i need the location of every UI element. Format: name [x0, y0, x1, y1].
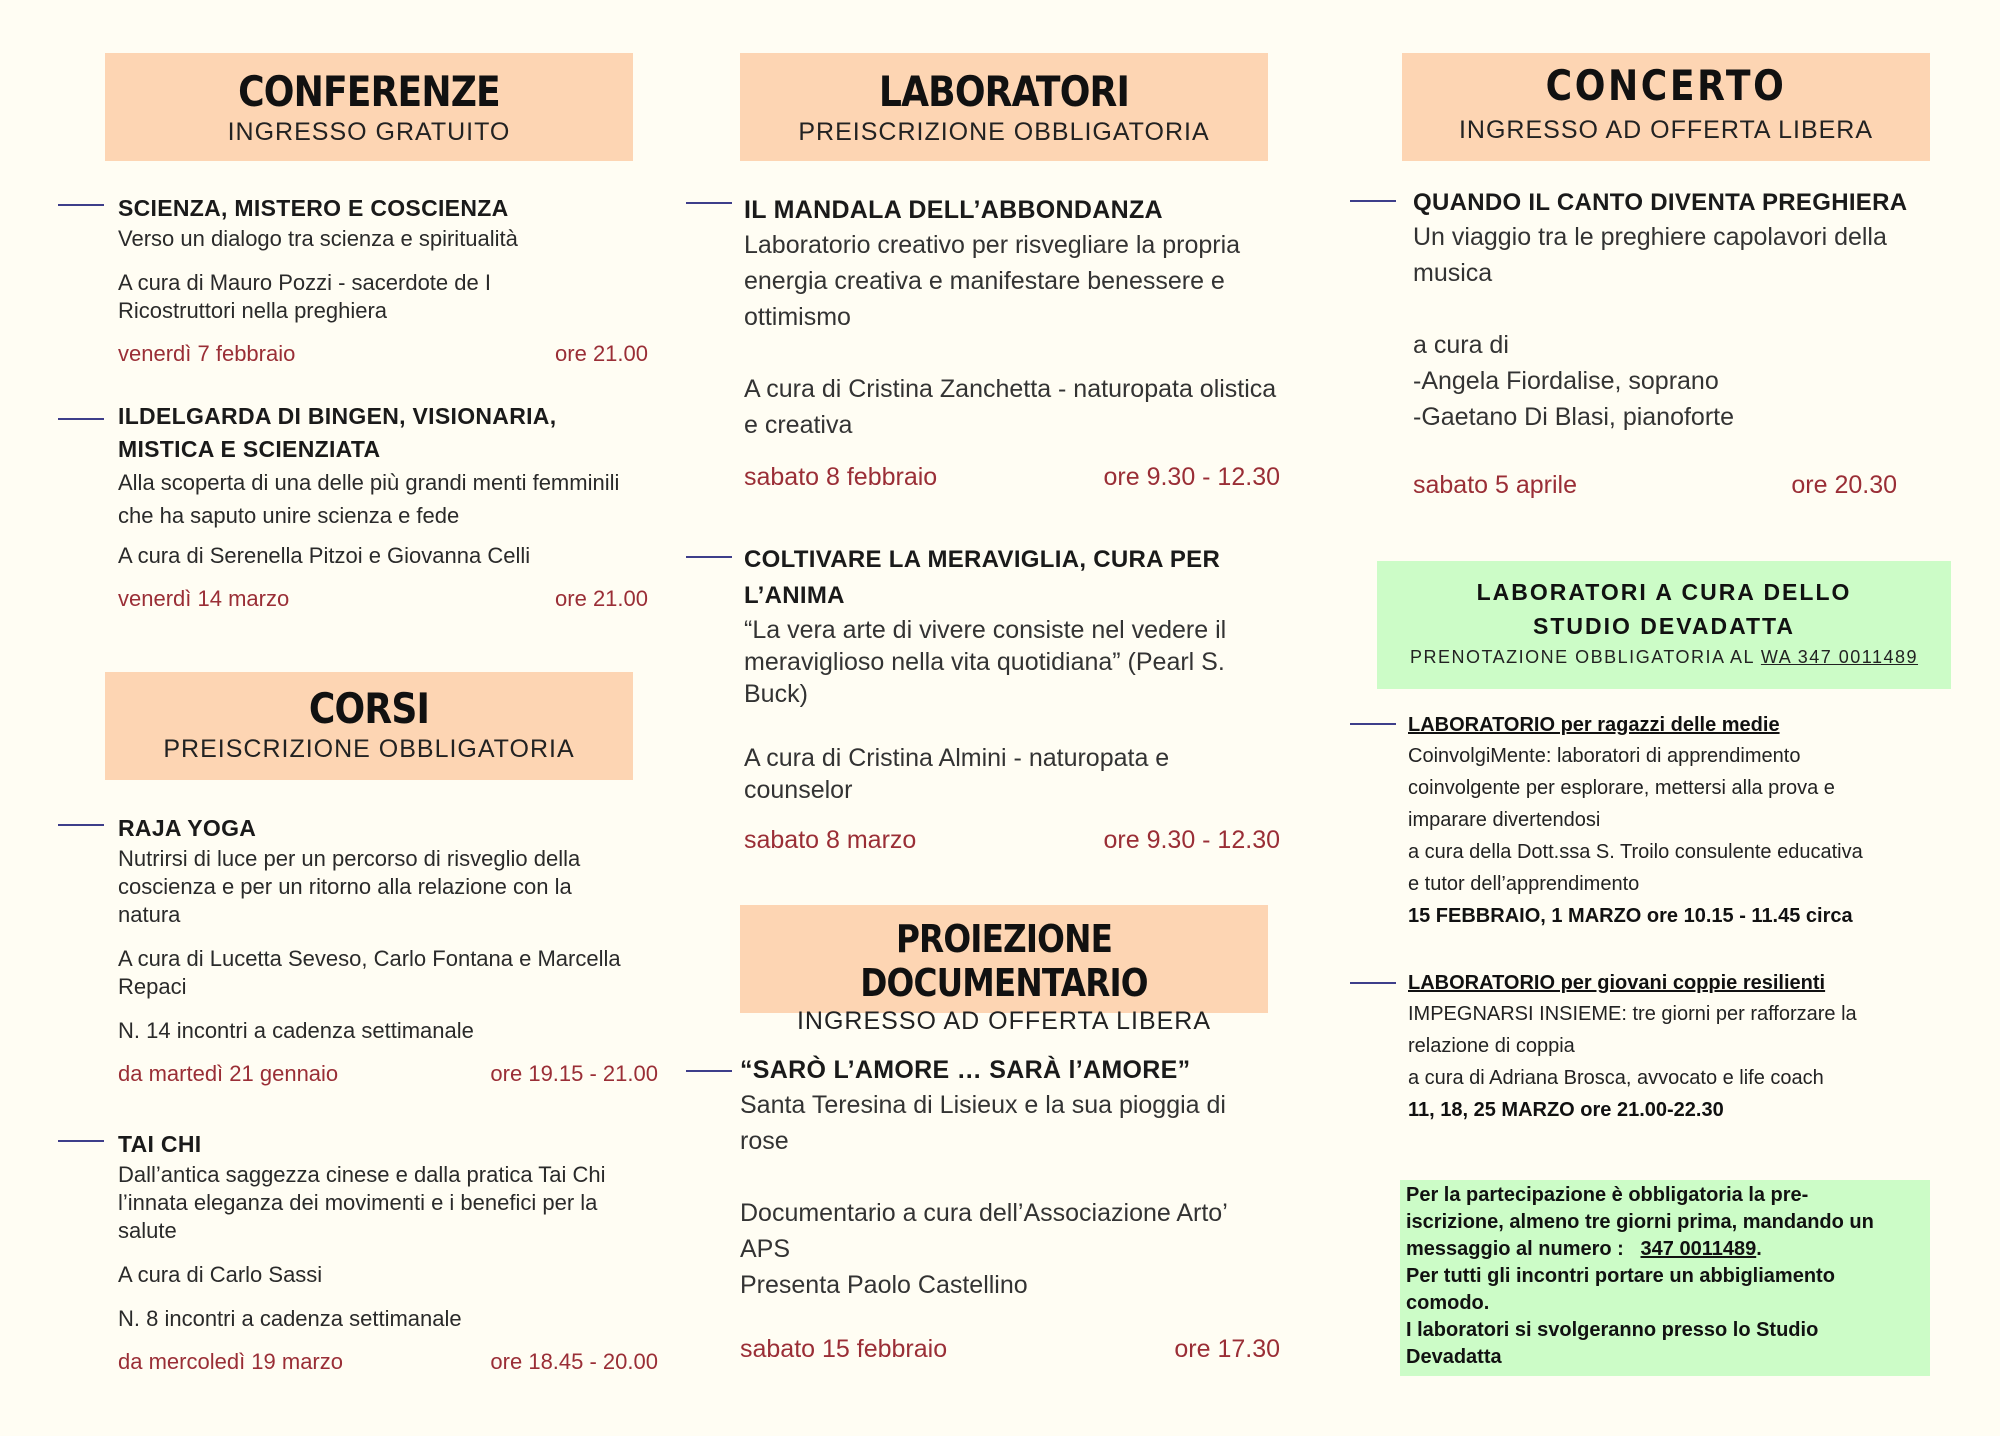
- event-date: sabato 8 marzo: [744, 826, 917, 854]
- divider-dash: [686, 556, 732, 558]
- event-desc: Dall’antica saggezza cinese e dalla pratica Tai Chi l’innata eleganza dei movimenti e i benefici per la salute: [118, 1162, 606, 1243]
- divider-dash: [686, 202, 732, 204]
- event-date: sabato 8 febbraio: [744, 463, 938, 491]
- event-coltivare: [744, 542, 1280, 855]
- event-raja-yoga: [118, 812, 658, 1087]
- divider-dash: [1350, 200, 1396, 202]
- event-time: ore 21.00: [555, 341, 648, 366]
- event-title: “SARÒ L’AMORE … SARÀ l’AMORE”: [740, 1056, 1191, 1084]
- event-desc: Verso un dialogo tra scienza e spiritualità: [118, 226, 518, 251]
- laboratori-banner: [740, 53, 1268, 161]
- note-period: .: [1756, 1238, 1762, 1260]
- note-line: iscrizione, almeno tre giorni prima, mandando un: [1406, 1211, 1874, 1233]
- event-time: ore 19.15 - 21.00: [490, 1061, 658, 1086]
- divider-dash: [1350, 723, 1396, 725]
- divider-dash: [58, 1140, 104, 1142]
- event-time: ore 18.45 - 20.00: [490, 1349, 658, 1374]
- event-date-row: [118, 1349, 658, 1375]
- divider-dash: [58, 204, 104, 206]
- event-title: SCIENZA, MISTERO E COSCIENZA: [118, 195, 509, 221]
- lab-ragazzi: [1408, 712, 1948, 932]
- devadatta-title: LABORATORI A CURA DELLO: [1476, 579, 1852, 605]
- note-text: messaggio al numero :: [1406, 1238, 1641, 1260]
- event-concerto: [1413, 186, 1913, 500]
- corsi-title: CORSI: [308, 684, 430, 733]
- devadatta-header: [1377, 561, 1951, 689]
- event-title: QUANDO IL CANTO DIVENTA PREGHIERA: [1413, 189, 1908, 216]
- event-title: TAI CHI: [118, 1131, 202, 1157]
- event-presenter: Presenta Paolo Castellino: [740, 1271, 1028, 1299]
- event-by: Documentario a cura dell’Associazione Arto’ APS: [740, 1199, 1227, 1263]
- event-desc: Alla scoperta di una delle più grandi menti femminili che ha saputo unire scienza e fede: [118, 470, 620, 528]
- event-desc: Laboratorio creativo per risvegliare la propria energia creativa e manifestare benessere e ottimismo: [744, 231, 1241, 331]
- event-desc: “La vera arte di vivere consiste nel vedere il meraviglioso nella vita quotidiana” (Pearl S. Buck): [744, 616, 1227, 708]
- concerto-banner: [1402, 53, 1930, 161]
- event-desc: Nutrirsi di luce per un percorso di risveglio della coscienza e per un ritorno alla relazione con la natura: [118, 846, 581, 927]
- event-by: A cura di Cristina Zanchetta - naturopata olistica e creativa: [744, 375, 1277, 439]
- event-date: venerdì 14 marzo: [118, 586, 290, 611]
- divider-dash: [58, 418, 104, 420]
- event-mandala: [744, 194, 1280, 492]
- proiezione-title: PROIEZIONE DOCUMENTARIO: [860, 917, 1148, 1005]
- lab-when: 15 FEBBRAIO, 1 MARZO ore 10.15 - 11.45 circa: [1408, 905, 1853, 927]
- event-by: A cura di Cristina Almini - naturopata e counselor: [744, 744, 1170, 804]
- event-note: N. 8 incontri a cadenza settimanale: [118, 1306, 462, 1331]
- event-scienza: [118, 192, 648, 367]
- lab-line: imparare divertendosi: [1408, 809, 1601, 831]
- note-line: Devadatta: [1406, 1346, 1502, 1368]
- lab-line: relazione di coppia: [1408, 1035, 1575, 1057]
- lab-when: 11, 18, 25 MARZO ore 21.00-22.30: [1408, 1099, 1724, 1121]
- event-date: venerdì 7 febbraio: [118, 341, 296, 366]
- lab-line: IMPEGNARSI INSIEME: tre giorni per rafforzare la: [1408, 1003, 1857, 1025]
- event-ildegarda: [118, 400, 648, 612]
- note-line: Per tutti gli incontri portare un abbigliamento: [1406, 1265, 1835, 1287]
- proiezione-banner: [740, 905, 1268, 1035]
- divider-dash: [58, 824, 104, 826]
- event-date: da martedì 21 gennaio: [118, 1061, 339, 1086]
- note-line: I laboratori si svolgeranno presso lo Studio: [1406, 1319, 1819, 1341]
- corsi-subtitle: PREISCRIZIONE OBBLIGATORIA: [163, 735, 575, 763]
- event-date-row: [1413, 471, 1897, 500]
- event-date-row: [744, 463, 1280, 492]
- event-time: ore 17.30: [1174, 1335, 1280, 1363]
- prenotazione-label: PRENOTAZIONE OBBLIGATORIA AL: [1409, 647, 1761, 667]
- event-date-row: [740, 1335, 1280, 1364]
- lab-line: coinvolgente per esplorare, mettersi alla prova e: [1408, 777, 1835, 799]
- event-time: ore 9.30 - 12.30: [1103, 463, 1280, 491]
- conferenze-subtitle: INGRESSO GRATUITO: [227, 118, 511, 146]
- event-title: IL MANDALA DELL’ABBONDANZA: [744, 196, 1163, 224]
- event-date-row: [118, 1061, 658, 1087]
- event-date: sabato 5 aprile: [1413, 471, 1578, 499]
- conferenze-title: CONFERENZE: [238, 67, 500, 116]
- event-by: A cura di Mauro Pozzi - sacerdote de I Ricostruttori nella preghiera: [118, 270, 491, 323]
- event-by: A cura di Serenella Pitzoi e Giovanna Celli: [118, 543, 531, 568]
- event-title: RAJA YOGA: [118, 815, 257, 841]
- event-time: ore 20.30: [1791, 471, 1897, 499]
- lab-line: CoinvolgiMente: laboratori di apprendimento: [1408, 745, 1801, 767]
- lab-coppie: [1408, 970, 1948, 1126]
- event-title: ILDELGARDA DI BINGEN, VISIONARIA, MISTICA E SCIENZIATA: [118, 403, 557, 462]
- event-performer: -Gaetano Di Blasi, pianoforte: [1413, 403, 1735, 431]
- laboratori-title: LABORATORI: [878, 67, 1130, 116]
- event-date: sabato 15 febbraio: [740, 1335, 948, 1363]
- event-tai-chi: [118, 1128, 658, 1375]
- event-by: a cura di: [1413, 331, 1509, 359]
- event-desc: Santa Teresina di Lisieux e la sua pioggia di rose: [740, 1091, 1226, 1155]
- conferenze-banner: [105, 53, 633, 161]
- devadatta-title-2: STUDIO DEVADATTA: [1533, 613, 1795, 639]
- event-date: da mercoledì 19 marzo: [118, 1349, 343, 1374]
- laboratori-subtitle: PREISCRIZIONE OBBLIGATORIA: [798, 118, 1210, 146]
- event-time: ore 21.00: [555, 586, 648, 611]
- lab-line: e tutor dell’apprendimento: [1408, 873, 1640, 895]
- note-line: Per la partecipazione è obbligatoria la pre-: [1406, 1184, 1809, 1206]
- event-date-row: [744, 826, 1280, 855]
- concerto-title: CONCERTO: [1545, 61, 1787, 110]
- devadatta-prenotazione: [1377, 647, 1951, 668]
- phone-number[interactable]: 347 0011489: [1640, 1238, 1757, 1260]
- devadatta-note: [1400, 1180, 1930, 1376]
- divider-dash: [686, 1070, 732, 1072]
- event-date-row: [118, 341, 648, 367]
- event-performer: -Angela Fiordalise, soprano: [1413, 367, 1719, 395]
- lab-title: LABORATORIO per ragazzi delle medie: [1408, 714, 1780, 736]
- event-time: ore 9.30 - 12.30: [1103, 826, 1280, 854]
- note-line: [1406, 1236, 1930, 1263]
- event-desc: Un viaggio tra le preghiere capolavori della musica: [1413, 223, 1887, 287]
- corsi-banner: [105, 672, 633, 780]
- event-saro-amore: [740, 1054, 1280, 1364]
- concerto-subtitle: INGRESSO AD OFFERTA LIBERA: [1458, 116, 1874, 144]
- event-title: COLTIVARE LA MERAVIGLIA, CURA PER L’ANIMA: [744, 546, 1221, 609]
- whatsapp-link[interactable]: WA 347 0011489: [1760, 647, 1919, 667]
- proiezione-subtitle: INGRESSO AD OFFERTA LIBERA: [796, 1007, 1212, 1035]
- event-note: N. 14 incontri a cadenza settimanale: [118, 1018, 474, 1043]
- divider-dash: [1350, 982, 1396, 984]
- lab-title: LABORATORIO per giovani coppie resilienti: [1408, 972, 1826, 994]
- event-by: A cura di Lucetta Seveso, Carlo Fontana e Marcella Repaci: [118, 946, 621, 999]
- event-by: A cura di Carlo Sassi: [118, 1262, 323, 1287]
- event-date-row: [118, 586, 648, 612]
- lab-line: a cura della Dott.ssa S. Troilo consulente educativa: [1408, 841, 1863, 863]
- note-line: comodo.: [1406, 1292, 1490, 1314]
- lab-line: a cura di Adriana Brosca, avvocato e life coach: [1408, 1067, 1824, 1089]
